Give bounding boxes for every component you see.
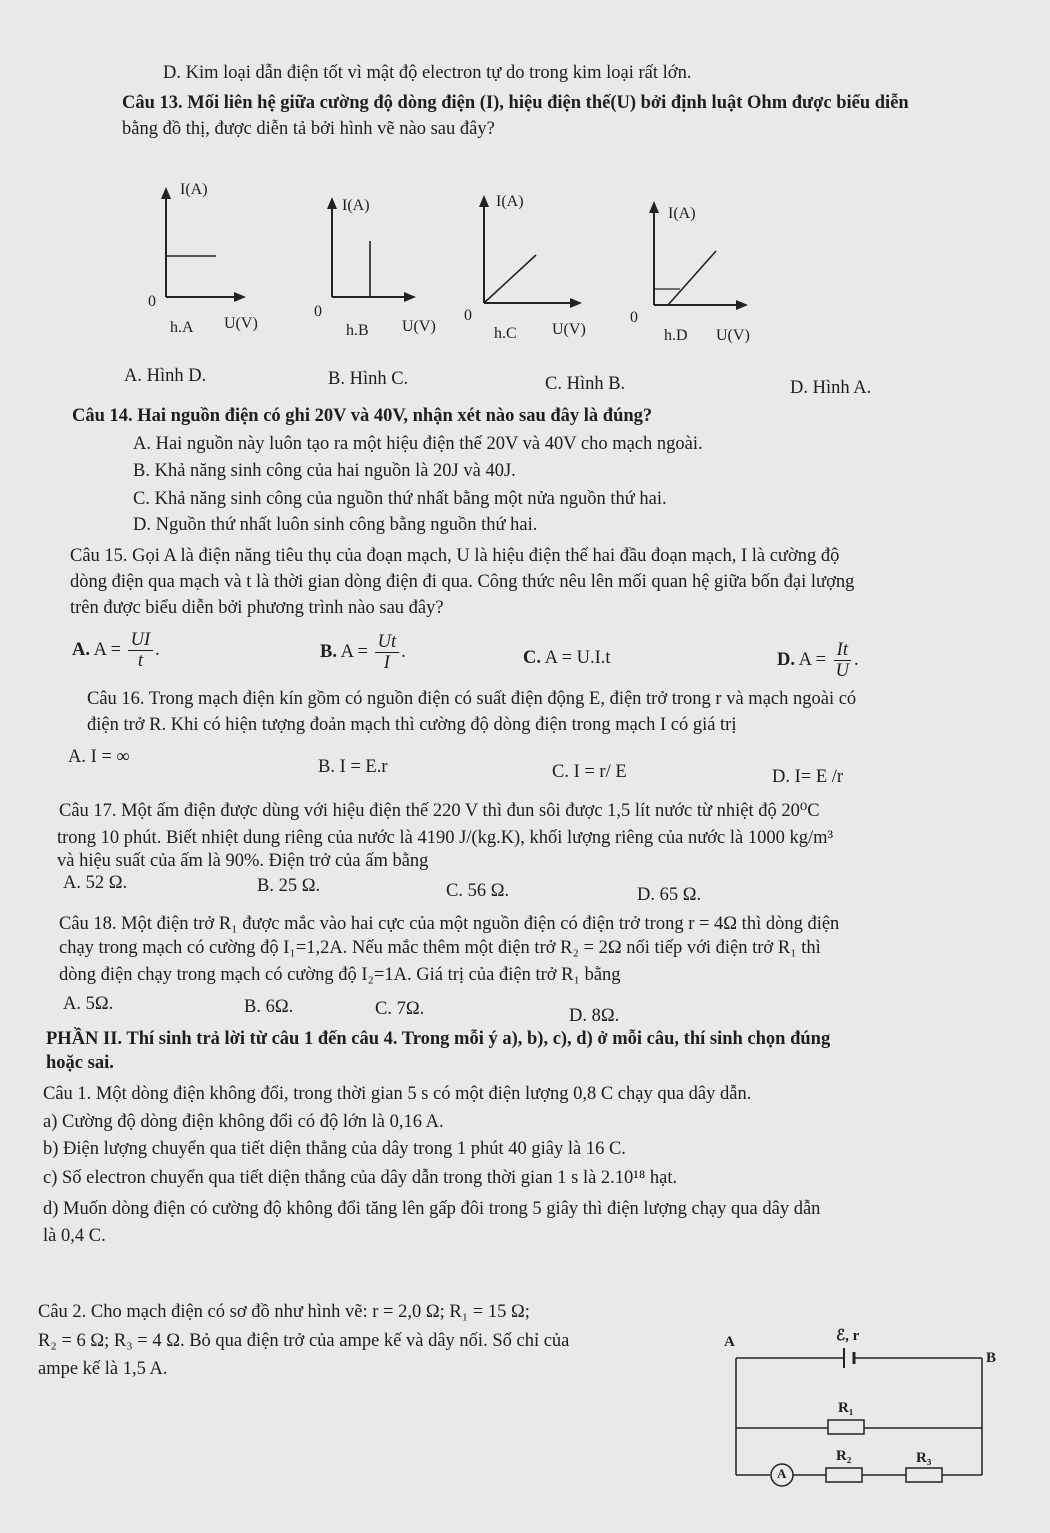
r2-label: R₂ xyxy=(836,1448,852,1464)
graph-c-origin: 0 xyxy=(464,307,472,324)
q16-option-a: A. I = ∞ xyxy=(68,747,130,767)
node-a-label: A xyxy=(724,1334,735,1350)
graph-c-yaxis: I(A) xyxy=(496,193,524,210)
q17-stem-line1: Câu 17. Một ấm điện được dùng với hiệu điện thế 220 V thì đun sôi được 1,5 lít nước từ nhiệt độ 20⁰C xyxy=(59,801,820,821)
p2q2-stem-line2: R₂ = 6 Ω; R₃ = 4 Ω. Bỏ qua điện trở của ampe kế và dây nối. Số chỉ của xyxy=(38,1331,570,1351)
part2-heading-line2: hoặc sai. xyxy=(46,1053,114,1073)
part2-heading-line1: PHẦN II. Thí sinh trả lời từ câu 1 đến câu 4. Trong mỗi ý a), b), c), d) ở mỗi câu, thí sinh chọn đúng xyxy=(46,1029,831,1049)
graph-a-plot xyxy=(140,185,250,315)
q13-stem-line1: Câu 13. Mối liên hệ giữa cường độ dòng điện (I), hiệu điện thế(U) bởi định luật Ohm được biểu diễn xyxy=(122,93,909,113)
p2q1-item-d-line1: d) Muốn dòng điện có cường độ không đổi tăng lên gấp đôi trong 5 giây thì điện lượng chạy qua dây dẫn xyxy=(43,1199,821,1219)
q18-stem-line2: chạy trong mạch có cường độ I₁=1,2A. Nếu mắc thêm một điện trở R₂ = 2Ω nối tiếp với điện trở R₁ thì xyxy=(59,938,821,958)
graph-d-label: h.D xyxy=(664,327,688,344)
q16-option-d: D. I= E /r xyxy=(772,767,844,787)
graph-a-yaxis: I(A) xyxy=(180,181,208,198)
q14-option-b: B. Khả năng sinh công của hai nguồn là 20J và 40J. xyxy=(133,461,516,481)
q17-option-d: D. 65 Ω. xyxy=(637,885,702,905)
graph-d xyxy=(630,185,800,345)
p2q1-item-c: c) Số electron chuyển qua tiết diện thẳng của dây dẫn trong thời gian 1 s là 2.10¹⁸ hạt. xyxy=(43,1168,678,1188)
q16-option-c: C. I = r/ E xyxy=(552,762,627,782)
graph-a-label: h.A xyxy=(170,319,194,336)
graph-c-xaxis: U(V) xyxy=(552,321,586,338)
q13-option-a: A. Hình D. xyxy=(124,366,207,386)
p2q2-stem-line3: ampe kế là 1,5 A. xyxy=(38,1359,168,1379)
q15-stem-line1: Câu 15. Gọi A là điện năng tiêu thụ của đoạn mạch, U là hiệu điện thế hai đầu đoạn mạch, I là cường độ xyxy=(70,546,840,566)
q15-stem-line2: dòng điện qua mạch và t là thời gian dòng điện đi qua. Công thức nêu lên mối quan hệ giữa bốn đại lượng xyxy=(70,572,855,592)
q18-stem-line3: dòng điện chạy trong mạch có cường độ I₂=1A. Giá trị của điện trở R₁ bằng xyxy=(59,965,621,985)
q17-stem-line3: và hiệu suất của ấm là 90%. Điện trở của ấm bằng xyxy=(57,851,429,871)
p2q1-item-b: b) Điện lượng chuyển qua tiết diện thẳng của dây trong 1 phút 40 giây là 16 C. xyxy=(43,1139,626,1159)
graph-d-yaxis: I(A) xyxy=(668,205,696,222)
source-label: ℰ, r xyxy=(836,1328,860,1344)
r3-label: R₃ xyxy=(916,1450,932,1466)
graph-c-plot xyxy=(470,185,600,315)
graph-b-xaxis: U(V) xyxy=(402,318,436,335)
q13-graphs xyxy=(140,181,940,345)
q15-option-b: B. A = $\frac{Ut}{I}$ . xyxy=(320,632,406,674)
q13-stem-line2: bằng đồ thị, được diễn tả bởi hình vẽ nào sau đây? xyxy=(122,119,495,139)
graph-d-xaxis: U(V) xyxy=(716,327,750,344)
p2q1-item-a: a) Cường độ dòng điện không đổi có độ lớn là 0,16 A. xyxy=(43,1112,444,1132)
q14-option-d: D. Nguồn thứ nhất luôn sinh công bằng nguồn thứ hai. xyxy=(133,515,538,535)
q17-option-b: B. 25 Ω. xyxy=(257,876,321,896)
q18-option-c: C. 7Ω. xyxy=(375,999,425,1019)
node-b-label: B xyxy=(986,1350,997,1366)
circuit-diagram xyxy=(708,1320,1008,1495)
graph-b-label: h.B xyxy=(346,322,369,339)
graph-d-origin: 0 xyxy=(630,309,638,326)
q13-option-b: B. Hình C. xyxy=(328,369,409,389)
ammeter-label: A xyxy=(777,1466,787,1481)
q13-option-c: C. Hình B. xyxy=(545,374,626,394)
q15-option-a: A. A = $\frac{UI}{t}$ . xyxy=(72,630,160,672)
graph-a-origin: 0 xyxy=(148,293,156,310)
q18-stem-line1: Câu 18. Một điện trở R₁ được mắc vào hai cực của một nguồn điện có điện trở trong r = 4Ω thì dòng điện xyxy=(59,914,840,934)
q18-option-a: A. 5Ω. xyxy=(63,994,114,1014)
q17-option-c: C. 56 Ω. xyxy=(446,881,510,901)
q12-option-d: D. Kim loại dẫn điện tốt vì mật độ electron tự do trong kim loại rất lớn. xyxy=(163,63,692,83)
q14-option-c: C. Khả năng sinh công của nguồn thứ nhất bằng một nửa nguồn thứ hai. xyxy=(133,489,667,509)
q14-option-a: A. Hai nguồn này luôn tạo ra một hiệu điện thế 20V và 40V cho mạch ngoài. xyxy=(133,434,703,454)
q17-option-a: A. 52 Ω. xyxy=(63,873,128,893)
graph-b xyxy=(312,185,472,345)
circuit-wires xyxy=(708,1320,1008,1495)
q16-option-b: B. I = E.r xyxy=(318,757,388,777)
q17-stem-line2: trong 10 phút. Biết nhiệt dung riêng của nước là 4190 J/(kg.K), khối lượng riêng của nước là 1000 kg/m³ xyxy=(57,828,834,848)
graph-b-yaxis: I(A) xyxy=(342,197,370,214)
p2q2-stem-line1: Câu 2. Cho mạch điện có sơ đồ như hình vẽ: r = 2,0 Ω; R₁ = 15 Ω; xyxy=(38,1302,530,1322)
q13-option-d: D. Hình A. xyxy=(790,378,872,398)
q15-option-c: C. A = U.I.t xyxy=(523,648,611,668)
graph-c-label: h.C xyxy=(494,325,517,342)
graph-d-plot xyxy=(640,185,770,315)
r1-label: R₁ xyxy=(838,1400,854,1416)
graph-c xyxy=(464,185,630,345)
graph-b-origin: 0 xyxy=(314,303,322,320)
q15-stem-line3: trên được biểu diễn bởi phương trình nào sau đây? xyxy=(70,598,444,618)
graph-a xyxy=(140,181,300,345)
q14-stem: Câu 14. Hai nguồn điện có ghi 20V và 40V, nhận xét nào sau đây là đúng? xyxy=(72,406,653,426)
q15-option-d: D. A = $\frac{It}{U}$ . xyxy=(777,640,859,682)
q16-stem-line2: điện trở R. Khi có hiện tượng đoản mạch thì cường độ dòng điện trong mạch I có giá trị xyxy=(87,715,737,735)
q18-option-b: B. 6Ω. xyxy=(244,997,294,1017)
p2q1-item-d-line2: là 0,4 C. xyxy=(43,1226,106,1246)
graph-a-xaxis: U(V) xyxy=(224,315,258,332)
q16-stem-line1: Câu 16. Trong mạch điện kín gồm có nguồn điện có suất điện động E, điện trở trong r và mạch ngoài có xyxy=(87,689,857,709)
p2q1-stem: Câu 1. Một dòng điện không đổi, trong thời gian 5 s có một điện lượng 0,8 C chạy qua dây dẫn. xyxy=(43,1084,752,1104)
q18-option-d: D. 8Ω. xyxy=(569,1006,620,1026)
